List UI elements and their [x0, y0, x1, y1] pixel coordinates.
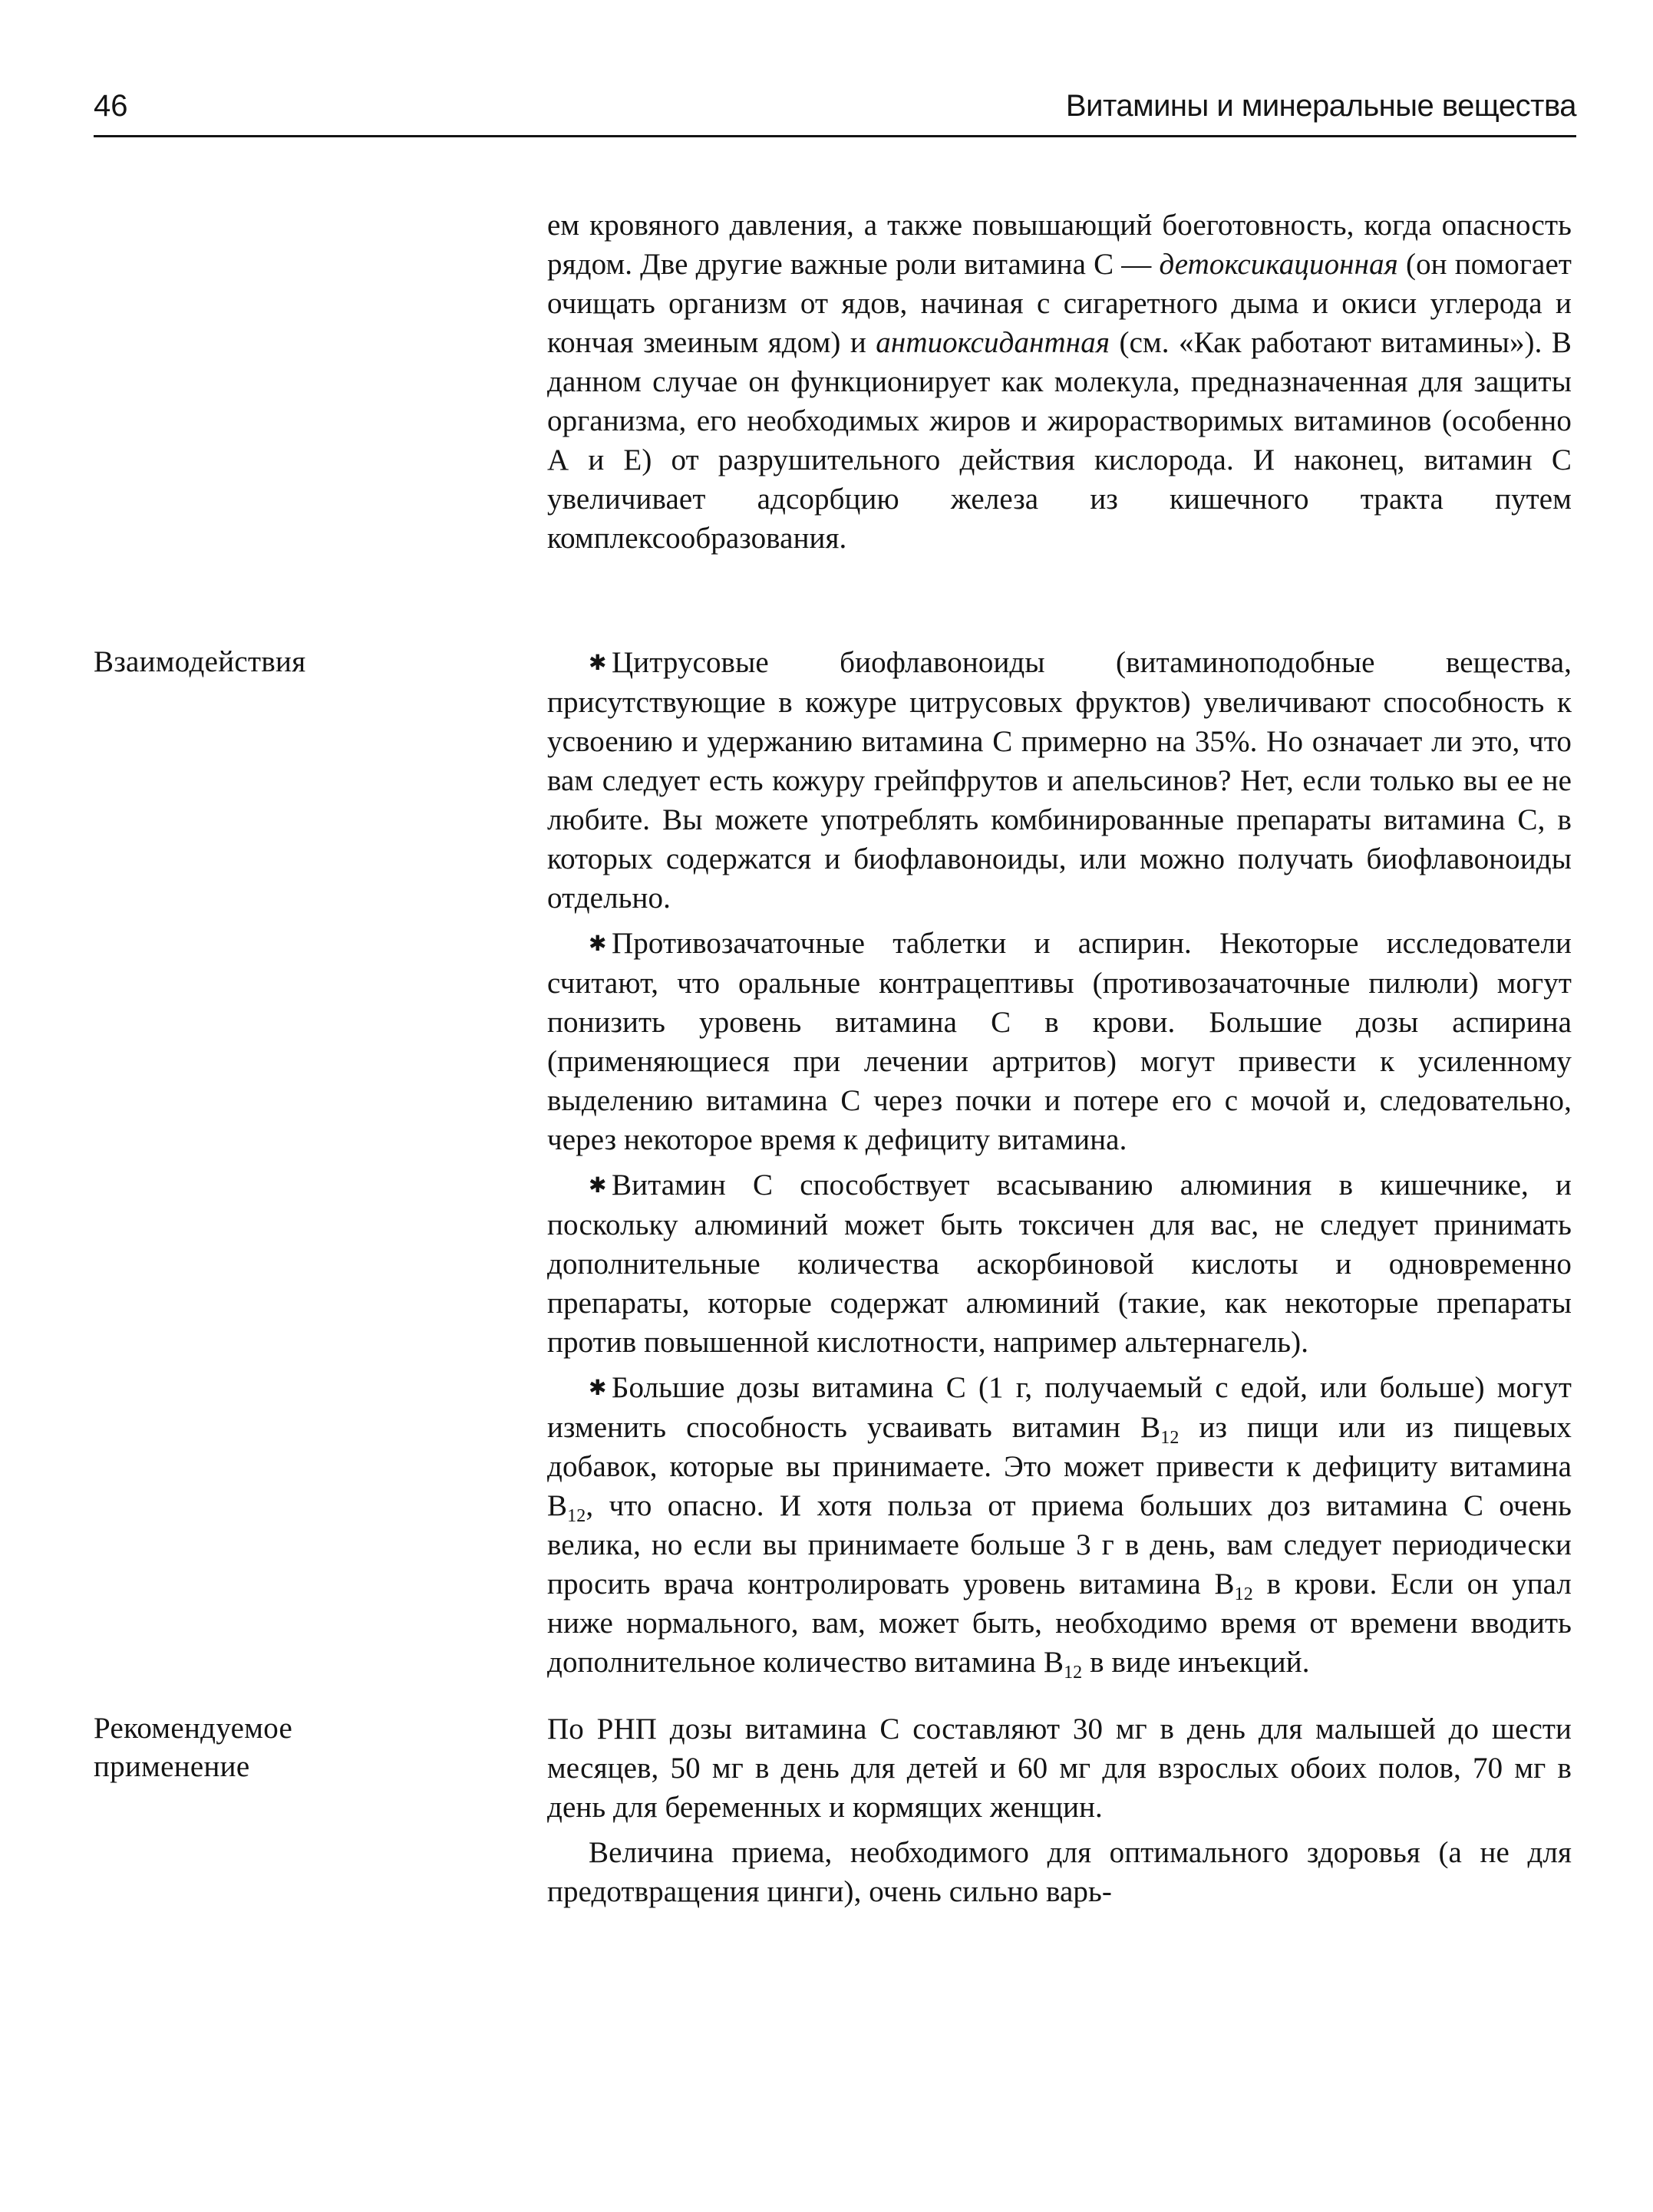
list-item	[547, 643, 1572, 918]
list-item-text: из пищи или из пищевых добавок, которые вы принимаете. Это может привести к дефициту витамина В	[547, 1411, 1572, 1522]
list-item-text: в виде инъекций.	[1082, 1646, 1310, 1679]
subscript: 12	[1064, 1663, 1083, 1683]
heading-recommended-use	[94, 1709, 462, 1786]
heading-line: Рекомендуемое	[94, 1712, 293, 1745]
interactions-list	[547, 643, 1572, 1682]
paragraph: Величина приема, необходимого для оптимального здоровья (а не для предотвращения цинги), очень сильно варь-	[547, 1836, 1572, 1908]
list-item-text: Витамин С способствует всасыванию алюминия в кишечнике, и поскольку алюминий может быть токсичен для вас, не следует принимать дополнительные количества аскорбиновой кислоты и одновременно препараты, которые содержат алюминий (такие, как некоторые препараты против повышенной кислотности, например альтернагель).	[547, 1169, 1572, 1359]
bullet-icon: ✱	[589, 932, 607, 956]
running-header	[94, 83, 1576, 137]
bullet-icon: ✱	[589, 651, 607, 675]
list-item-text: Большие дозы витамина С (1 г, получаемый с едой, или больше) могут изменить способность усваивать витамин В	[547, 1371, 1572, 1444]
running-title: Витамины и минеральные вещества	[1065, 89, 1576, 123]
intro-emphasis-detox: детоксикационная	[1159, 248, 1398, 281]
list-item	[547, 1165, 1572, 1362]
list-item	[547, 1368, 1572, 1682]
intro-text-3: (см. «Как работают витамины»). В данном случае он функционирует как молекула, предназначенная для защиты организма, его необходимых жиров и жирорастворимых витаминов (особенно А и Е) от разрушительного действия кислорода. И наконец, витамин С увеличивает адсорбцию железа из кишечного тракта путем комплексообразования.	[547, 326, 1572, 555]
subscript: 12	[567, 1506, 586, 1526]
recommended-text	[547, 1709, 1572, 1911]
intro-text-2: (он помогает очищать организм от ядов, начиная с сигаретного дыма и окиси углерода и кончая змеиным ядом) и	[547, 248, 1572, 359]
heading-line: применение	[94, 1750, 250, 1783]
paragraph: По РНП дозы витамина С составляют 30 мг в день для малышей до шести месяцев, 50 мг в день для детей и 60 мг для взрослых обоих полов, 70 мг в день для беременных и кормящих женщин.	[547, 1713, 1572, 1824]
list-item-text: Цитрусовые биофлавоноиды (витаминоподобные вещества, присутствующие в кожуре цитрусовых фруктов) увеличивают способность к усвоению и удержанию витамина С примерно на 35%. Но означает ли это, что вам следует есть кожуру грейпфрутов и апельсинов? Нет, если только вы ее не любите. Вы можете употреблять комбинированные препараты витамина С, в которых содержатся и биофлавоноиды, или можно получать биофлавоноиды отдельно.	[547, 646, 1572, 915]
list-item-text: , что опасно. И хотя польза от приема больших доз витамина С очень велика, но если вы принимаете больше 3 г в день, вам следует периодически просить врача контролировать уровень витамина В	[547, 1489, 1572, 1600]
list-item-text: Противозачаточные таблетки и аспирин. Некоторые исследователи считают, что оральные контрацептивы (противозачаточные пилюли) могут понизить уровень витамина С в крови. Большие дозы аспирина (применяющиеся при лечении артритов) могут привести к усиленному выделению витамина С через почки и потере его с мочой и, следовательно, через некоторое время к дефициту витамина.	[547, 927, 1572, 1156]
page-number: 46	[94, 89, 128, 123]
intro-text-1: ем кровяного давления, а также повышающий боеготовность, когда опасность рядом. Две другие важные роли витамина С —	[547, 209, 1572, 281]
intro-emphasis-antioxidant: антиоксидантная	[876, 326, 1110, 359]
list-item	[547, 924, 1572, 1159]
bullet-icon: ✱	[589, 1174, 607, 1198]
subscript: 12	[1160, 1428, 1180, 1448]
bullet-icon: ✱	[589, 1376, 607, 1400]
list-item-text: в крови. Если он упал ниже нормального, вам, может быть, необходимо время от времени вводить дополнительное количество витамина В	[547, 1568, 1572, 1679]
header-rule	[94, 135, 1576, 137]
intro-paragraph	[547, 206, 1572, 558]
heading-interactions: Взаимодействия	[94, 645, 306, 678]
subscript: 12	[1234, 1584, 1253, 1604]
